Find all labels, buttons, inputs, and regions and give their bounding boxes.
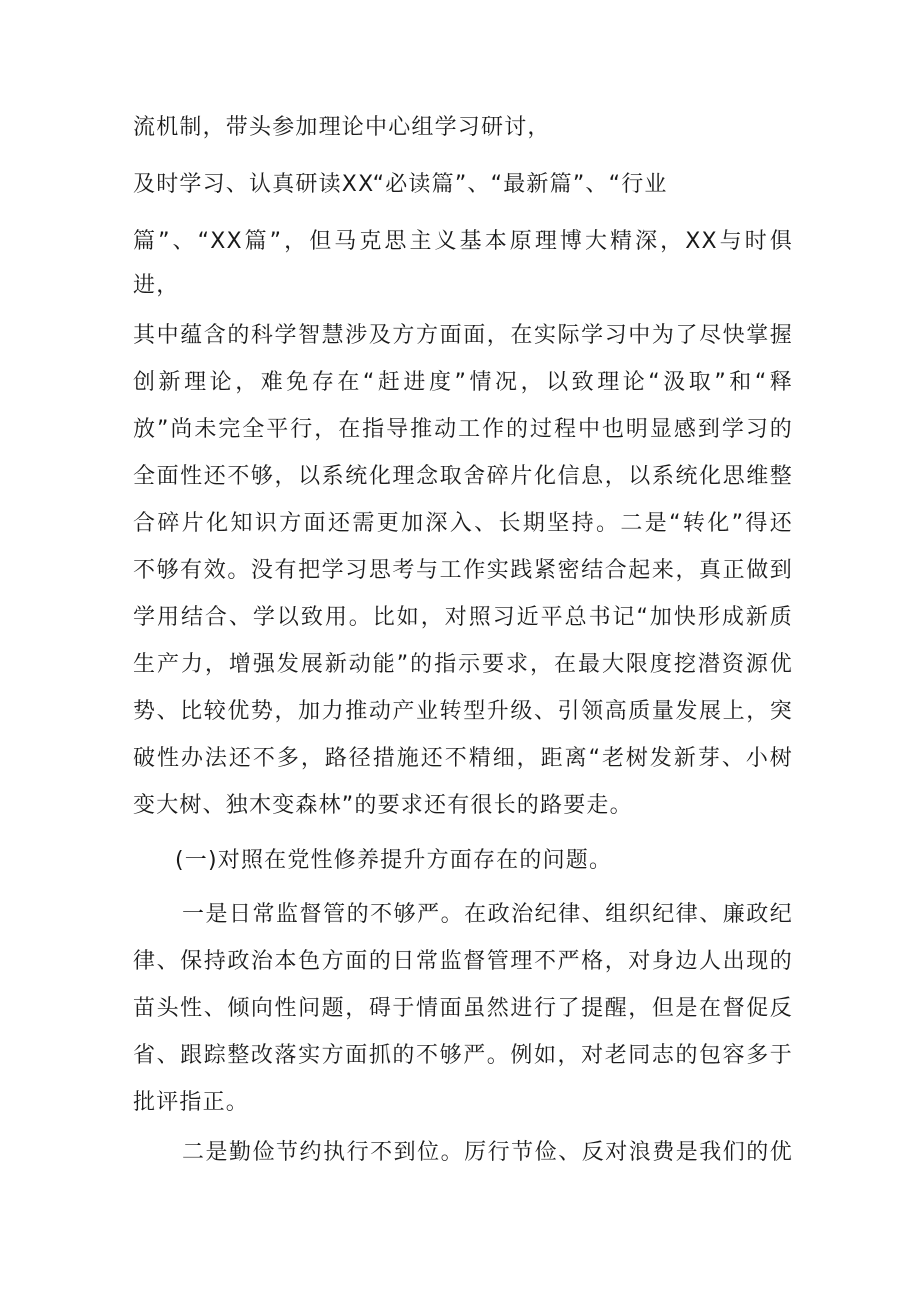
text-line: 其中蕴含的科学智慧涉及方方面面，在实际学习中为了尽快掌握	[133, 323, 793, 348]
text-line: 省、跟踪整改落实方面抓的不够严。例如，对老同志的包容多于	[133, 1043, 793, 1068]
text-line: 进，	[133, 273, 180, 298]
text-line: 苗头性、倾向性问题，碍于情面虽然进行了提醒，但是在督促反	[133, 996, 793, 1021]
text-line: 学用结合、学以致用。比如，对照习近平总书记“加快形成新质	[133, 605, 793, 630]
text-line: 一是日常监督管的不够严。在政治纪律、组织纪律、廉政纪	[182, 902, 793, 927]
text-line: 创新理论，难免存在“赶进度”情况，以致理论“汲取”和“释	[133, 370, 793, 395]
text-line: 篇”、“XX篇”，但马克思主义基本原理博大精深，XX与时俱	[133, 229, 793, 254]
text-line: 生产力，增强发展新动能”的指示要求，在最大限度挖潜资源优	[133, 652, 793, 677]
section-heading: (一)对照在党性修养提升方面存在的问题。	[175, 848, 613, 873]
text-line: 批评指正。	[133, 1090, 250, 1115]
text-line: 放”尚未完全平行，在指导推动工作的过程中也明显感到学习的	[133, 417, 793, 442]
text-line: 全面性还不够，以系统化理念取舍碎片化信息，以系统化思维整	[133, 464, 793, 489]
text-line: 及时学习、认真研读XX“必读篇”、“最新篇”、“行业	[133, 172, 668, 197]
text-line: 破性办法还不多，路径措施还不精细，距离“老树发新芽、小树	[133, 746, 793, 771]
text-line: 变大树、独木变森林”的要求还有很长的路要走。	[133, 793, 633, 818]
text-line: 律、保持政治本色方面的日常监督管理不严格，对身边人出现的	[133, 949, 793, 974]
text-line: 不够有效。没有把学习思考与工作实践紧密结合起来，真正做到	[133, 558, 793, 583]
text-line: 二是勤俭节约执行不到位。厉行节俭、反对浪费是我们的优	[182, 1140, 793, 1165]
text-line: 势、比较优势，加力推动产业转型升级、引领高质量发展上，突	[133, 699, 793, 724]
text-line: 合碎片化知识方面还需更加深入、长期坚持。二是“转化”得还	[133, 511, 793, 536]
text-line: 流机制，带头参加理论中心组学习研讨，	[133, 115, 551, 140]
